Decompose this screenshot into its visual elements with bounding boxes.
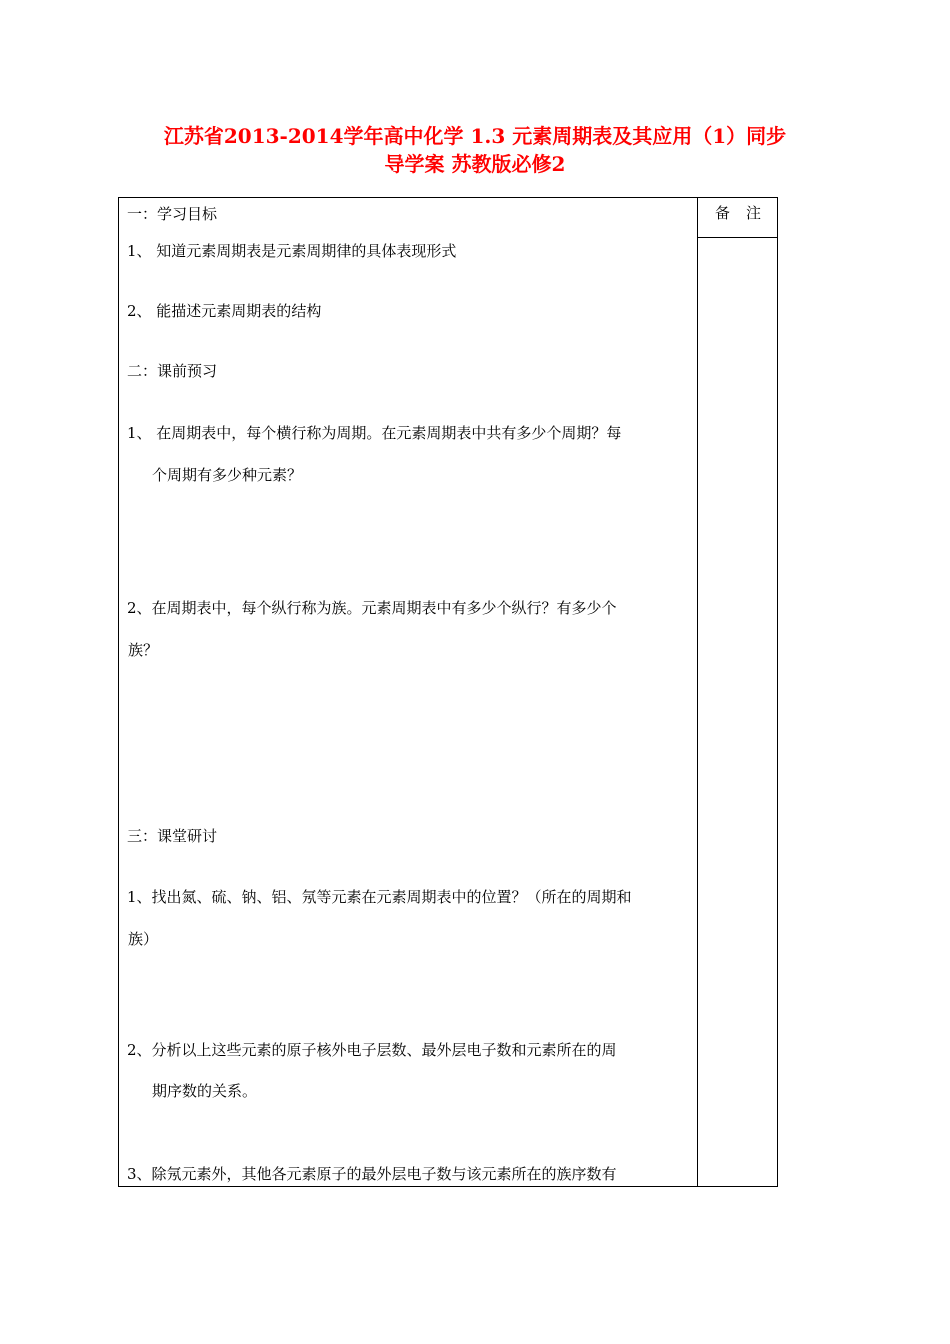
- document-title-line2: 导学案 苏教版必修2: [384, 152, 566, 176]
- preview-question-1-line1: 1、 在周期表中，每个横行称为周期。在元素周期表中共有多少个周期？每: [127, 424, 622, 442]
- goal-item-1: 1、 知道元素周期表是元素周期律的具体表现形式: [127, 242, 457, 260]
- preview-question-2-line1: 2、在周期表中，每个纵行称为族。元素周期表中有多少个纵行？有多少个: [127, 599, 617, 617]
- class-question-1-line1: 1、找出氮、硫、钠、铝、氖等元素在元素周期表中的位置？（所在的周期和: [127, 888, 632, 906]
- class-question-2-line2: 期序数的关系。: [152, 1082, 258, 1100]
- class-question-3-line1: 3、除氖元素外，其他各元素原子的最外层电子数与该元素所在的族序数有: [127, 1165, 617, 1183]
- preview-heading: 二：课前预习: [127, 362, 218, 380]
- notes-header-divider: [697, 237, 778, 238]
- preview-question-2-line2: 族？: [128, 641, 159, 659]
- class-question-2-line1: 2、分析以上这些元素的原子核外电子层数、最外层电子数和元素所在的周: [127, 1041, 617, 1059]
- document-title-line1: 江苏省2013-2014学年高中化学 1.3 元素周期表及其应用（1）同步: [163, 124, 787, 148]
- notes-column-header: 备注: [714, 204, 777, 222]
- goals-heading: 一：学习目标: [127, 205, 218, 223]
- goal-item-2: 2、 能描述元素周期表的结构: [127, 302, 322, 320]
- column-divider: [697, 197, 698, 1187]
- class-question-1-line2: 族）: [128, 930, 159, 948]
- preview-question-1-line2: 个周期有多少种元素？: [152, 466, 303, 484]
- class-heading: 三：课堂研讨: [127, 827, 218, 845]
